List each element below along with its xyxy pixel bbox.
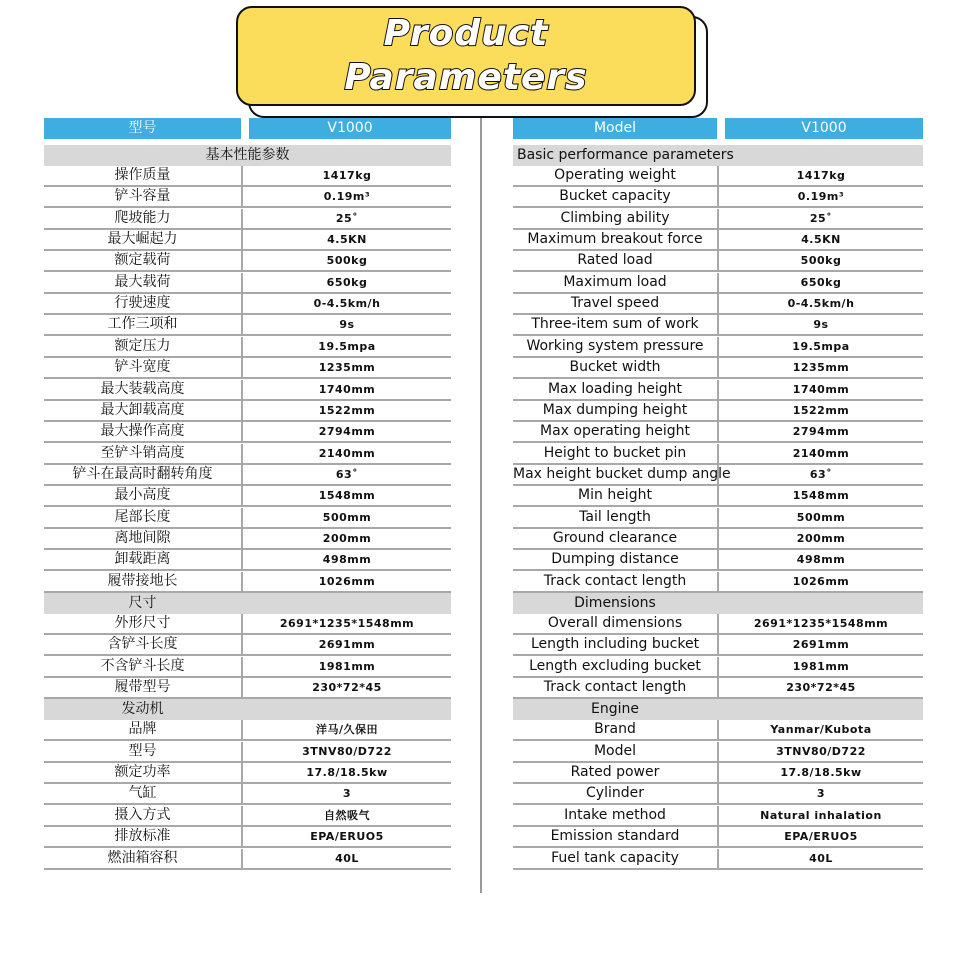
spec-label: Track contact length <box>513 572 717 593</box>
spec-row <box>513 657 923 678</box>
spec-label: 最大装载高度 <box>44 380 241 401</box>
spec-label: Cylinder <box>513 784 717 805</box>
spec-row <box>513 806 923 827</box>
spec-row <box>513 187 923 208</box>
spec-value: 498mm <box>717 550 923 571</box>
title-banner <box>236 6 708 116</box>
spec-value: 2140mm <box>241 444 451 465</box>
table-header-row <box>44 118 451 139</box>
spec-label: Bucket capacity <box>513 187 717 208</box>
spec-label: 燃油箱容积 <box>44 849 241 870</box>
spec-value: 1235mm <box>241 358 451 379</box>
title-line-2: Parameters <box>344 57 588 98</box>
spec-row <box>513 486 923 507</box>
spec-row <box>513 763 923 784</box>
spec-row <box>513 784 923 805</box>
spec-row <box>44 529 451 550</box>
spec-value: 3 <box>717 784 923 805</box>
section-title: 基本性能参数 <box>44 145 451 166</box>
section-header-row <box>44 699 451 720</box>
spec-row <box>44 380 451 401</box>
spec-value: 4.5KN <box>717 230 923 251</box>
spec-value: 650kg <box>717 273 923 294</box>
spec-value: 1740mm <box>717 380 923 401</box>
title-line-1: Product <box>383 13 549 54</box>
spec-value: 自然吸气 <box>241 806 451 827</box>
spec-value: 1740mm <box>241 380 451 401</box>
spec-row <box>513 294 923 315</box>
section-fill <box>717 699 923 720</box>
spec-value: 230*72*45 <box>241 678 451 699</box>
spec-value: 0.19m³ <box>717 187 923 208</box>
spec-value: 0-4.5km/h <box>241 294 451 315</box>
spec-value: 1981mm <box>717 657 923 678</box>
spec-label: Operating weight <box>513 166 717 187</box>
spec-row <box>513 849 923 870</box>
spec-value: 2794mm <box>241 422 451 443</box>
section-header-row <box>513 593 923 614</box>
spec-value: 1026mm <box>717 572 923 593</box>
spec-label: 铲斗宽度 <box>44 358 241 379</box>
header-model-label: 型号 <box>44 118 241 139</box>
spec-row <box>44 763 451 784</box>
spec-row <box>44 273 451 294</box>
spec-value: 40L <box>241 849 451 870</box>
section-title: Dimensions <box>513 593 717 614</box>
spec-label: 品牌 <box>44 720 241 741</box>
spec-label: 卸载距离 <box>44 550 241 571</box>
spec-row <box>44 720 451 741</box>
spec-value: 1417kg <box>717 166 923 187</box>
spec-row <box>44 422 451 443</box>
spec-value: Yanmar/Kubota <box>717 720 923 741</box>
spec-label: Overall dimensions <box>513 614 717 635</box>
spec-label: 最大操作高度 <box>44 422 241 443</box>
spec-label: Emission standard <box>513 827 717 848</box>
spec-row <box>513 209 923 230</box>
spec-label: 最大载荷 <box>44 273 241 294</box>
section-fill <box>241 699 451 720</box>
spec-label: Length excluding bucket <box>513 657 717 678</box>
spec-row <box>513 251 923 272</box>
spec-value: 1522mm <box>241 401 451 422</box>
spec-row <box>44 294 451 315</box>
spec-label: Intake method <box>513 806 717 827</box>
section-fill <box>717 593 923 614</box>
spec-row <box>44 784 451 805</box>
spec-value: 25˚ <box>241 209 451 230</box>
spec-value: 2140mm <box>717 444 923 465</box>
spec-row <box>513 337 923 358</box>
spec-label: Track contact length <box>513 678 717 699</box>
spec-label: 履带型号 <box>44 678 241 699</box>
spec-row <box>44 230 451 251</box>
spec-value: 1981mm <box>241 657 451 678</box>
spec-label: Fuel tank capacity <box>513 849 717 870</box>
spec-label: 行驶速度 <box>44 294 241 315</box>
spec-row <box>44 465 451 486</box>
spec-label: Rated load <box>513 251 717 272</box>
spec-row <box>513 444 923 465</box>
spec-label: 工作三项和 <box>44 315 241 336</box>
section-header-row <box>44 593 451 614</box>
spec-row <box>513 742 923 763</box>
spec-value: 498mm <box>241 550 451 571</box>
spec-row <box>513 529 923 550</box>
spec-value: 2691*1235*1548mm <box>241 614 451 635</box>
section-header-row <box>513 145 923 166</box>
spec-label: 至铲斗销高度 <box>44 444 241 465</box>
spec-label: 摄入方式 <box>44 806 241 827</box>
spec-value: 500mm <box>241 508 451 529</box>
spec-label: 外形尺寸 <box>44 614 241 635</box>
spec-label: Max height bucket dump angle <box>513 465 717 486</box>
spec-value: 500kg <box>241 251 451 272</box>
spec-row <box>513 273 923 294</box>
spec-value: 63˚ <box>717 465 923 486</box>
spec-label: Climbing ability <box>513 209 717 230</box>
spec-value: 3TNV80/D722 <box>717 742 923 763</box>
spec-row <box>513 827 923 848</box>
spec-label: Tail length <box>513 508 717 529</box>
spec-value: 200mm <box>241 529 451 550</box>
spec-value: 19.5mpa <box>241 337 451 358</box>
spec-label: Rated power <box>513 763 717 784</box>
header-model-value: V1000 <box>249 118 451 139</box>
spec-value: 2794mm <box>717 422 923 443</box>
spec-row <box>44 486 451 507</box>
spec-value: 4.5KN <box>241 230 451 251</box>
spec-value: 1026mm <box>241 572 451 593</box>
spec-row <box>44 806 451 827</box>
spec-row <box>44 166 451 187</box>
section-fill <box>241 593 451 614</box>
spec-value: 1548mm <box>241 486 451 507</box>
section-title: 发动机 <box>44 699 241 720</box>
spec-label: 铲斗容量 <box>44 187 241 208</box>
spec-label: Length including bucket <box>513 635 717 656</box>
spec-row <box>44 550 451 571</box>
spec-row <box>44 251 451 272</box>
spec-row <box>44 508 451 529</box>
spec-row <box>44 657 451 678</box>
spec-label: 履带接地长 <box>44 572 241 593</box>
spec-value: 25˚ <box>717 209 923 230</box>
spec-row <box>44 849 451 870</box>
spec-value: 洋马/久保田 <box>241 720 451 741</box>
spec-label: 最小高度 <box>44 486 241 507</box>
spec-row <box>44 444 451 465</box>
spec-row <box>513 572 923 593</box>
table-header-row <box>513 118 923 139</box>
spec-value: 650kg <box>241 273 451 294</box>
spec-row <box>44 358 451 379</box>
spec-label: Ground clearance <box>513 529 717 550</box>
title-banner-box <box>236 6 696 106</box>
section-title: Basic performance parameters <box>513 145 923 166</box>
spec-value: 3 <box>241 784 451 805</box>
spec-label: Max operating height <box>513 422 717 443</box>
spec-label: 离地间隙 <box>44 529 241 550</box>
spec-label: 含铲斗长度 <box>44 635 241 656</box>
spec-label: Working system pressure <box>513 337 717 358</box>
spec-value: 1522mm <box>717 401 923 422</box>
section-title: Engine <box>513 699 717 720</box>
spec-value: EPA/ERUO5 <box>717 827 923 848</box>
spec-value: 3TNV80/D722 <box>241 742 451 763</box>
spec-row <box>513 401 923 422</box>
section-header-row <box>44 145 451 166</box>
spec-row <box>44 337 451 358</box>
spec-value: EPA/ERUO5 <box>241 827 451 848</box>
section-title: 尺寸 <box>44 593 241 614</box>
spec-row <box>513 380 923 401</box>
spec-row <box>44 209 451 230</box>
section-header-row <box>513 699 923 720</box>
spec-label: Maximum breakout force <box>513 230 717 251</box>
spec-row <box>513 508 923 529</box>
spec-label: 型号 <box>44 742 241 763</box>
spec-value: 0.19m³ <box>241 187 451 208</box>
spec-label: Min height <box>513 486 717 507</box>
spec-label: 爬坡能力 <box>44 209 241 230</box>
spec-value: 40L <box>717 849 923 870</box>
spec-row <box>513 166 923 187</box>
spec-row <box>513 614 923 635</box>
spec-label: 操作质量 <box>44 166 241 187</box>
spec-label: Brand <box>513 720 717 741</box>
spec-row <box>44 315 451 336</box>
spec-row <box>44 827 451 848</box>
spec-row <box>513 358 923 379</box>
spec-value: 9s <box>717 315 923 336</box>
spec-row <box>513 678 923 699</box>
spec-value: 200mm <box>717 529 923 550</box>
spec-label: 额定功率 <box>44 763 241 784</box>
spec-label: Max dumping height <box>513 401 717 422</box>
spec-value: 2691mm <box>717 635 923 656</box>
header-model-value: V1000 <box>725 118 923 139</box>
spec-value: 9s <box>241 315 451 336</box>
spec-label: 铲斗在最高时翻转角度 <box>44 465 241 486</box>
spec-label: 排放标准 <box>44 827 241 848</box>
spec-value: 2691*1235*1548mm <box>717 614 923 635</box>
spec-value: 17.8/18.5kw <box>717 763 923 784</box>
spec-row <box>44 614 451 635</box>
spec-value: 63˚ <box>241 465 451 486</box>
spec-value: 1548mm <box>717 486 923 507</box>
spec-row <box>513 230 923 251</box>
spec-label: 不含铲斗长度 <box>44 657 241 678</box>
spec-row <box>513 720 923 741</box>
spec-row <box>513 550 923 571</box>
spec-label: Max loading height <box>513 380 717 401</box>
spec-value: 230*72*45 <box>717 678 923 699</box>
spec-label: Maximum load <box>513 273 717 294</box>
spec-value: 1417kg <box>241 166 451 187</box>
spec-label: 额定压力 <box>44 337 241 358</box>
spec-value: 0-4.5km/h <box>717 294 923 315</box>
spec-row <box>44 678 451 699</box>
spec-row <box>44 572 451 593</box>
spec-label: 额定载荷 <box>44 251 241 272</box>
spec-value: 19.5mpa <box>717 337 923 358</box>
spec-row <box>513 635 923 656</box>
header-model-label: Model <box>513 118 717 139</box>
spec-label: Dumping distance <box>513 550 717 571</box>
spec-label: Model <box>513 742 717 763</box>
spec-value: 17.8/18.5kw <box>241 763 451 784</box>
spec-value: 2691mm <box>241 635 451 656</box>
spec-value: Natural inhalation <box>717 806 923 827</box>
spec-value: 500mm <box>717 508 923 529</box>
spec-row <box>513 465 923 486</box>
spec-label: 最大崛起力 <box>44 230 241 251</box>
spec-value: 500kg <box>717 251 923 272</box>
spec-row <box>44 401 451 422</box>
spec-label: Travel speed <box>513 294 717 315</box>
spec-value: 1235mm <box>717 358 923 379</box>
spec-label: 最大卸载高度 <box>44 401 241 422</box>
spec-label: 气缸 <box>44 784 241 805</box>
center-divider <box>480 118 482 893</box>
spec-row <box>44 742 451 763</box>
spec-label: 尾部长度 <box>44 508 241 529</box>
spec-row <box>513 315 923 336</box>
spec-row <box>513 422 923 443</box>
spec-label: Height to bucket pin <box>513 444 717 465</box>
spec-row <box>44 635 451 656</box>
spec-label: Three-item sum of work <box>513 315 717 336</box>
spec-row <box>44 187 451 208</box>
spec-label: Bucket width <box>513 358 717 379</box>
